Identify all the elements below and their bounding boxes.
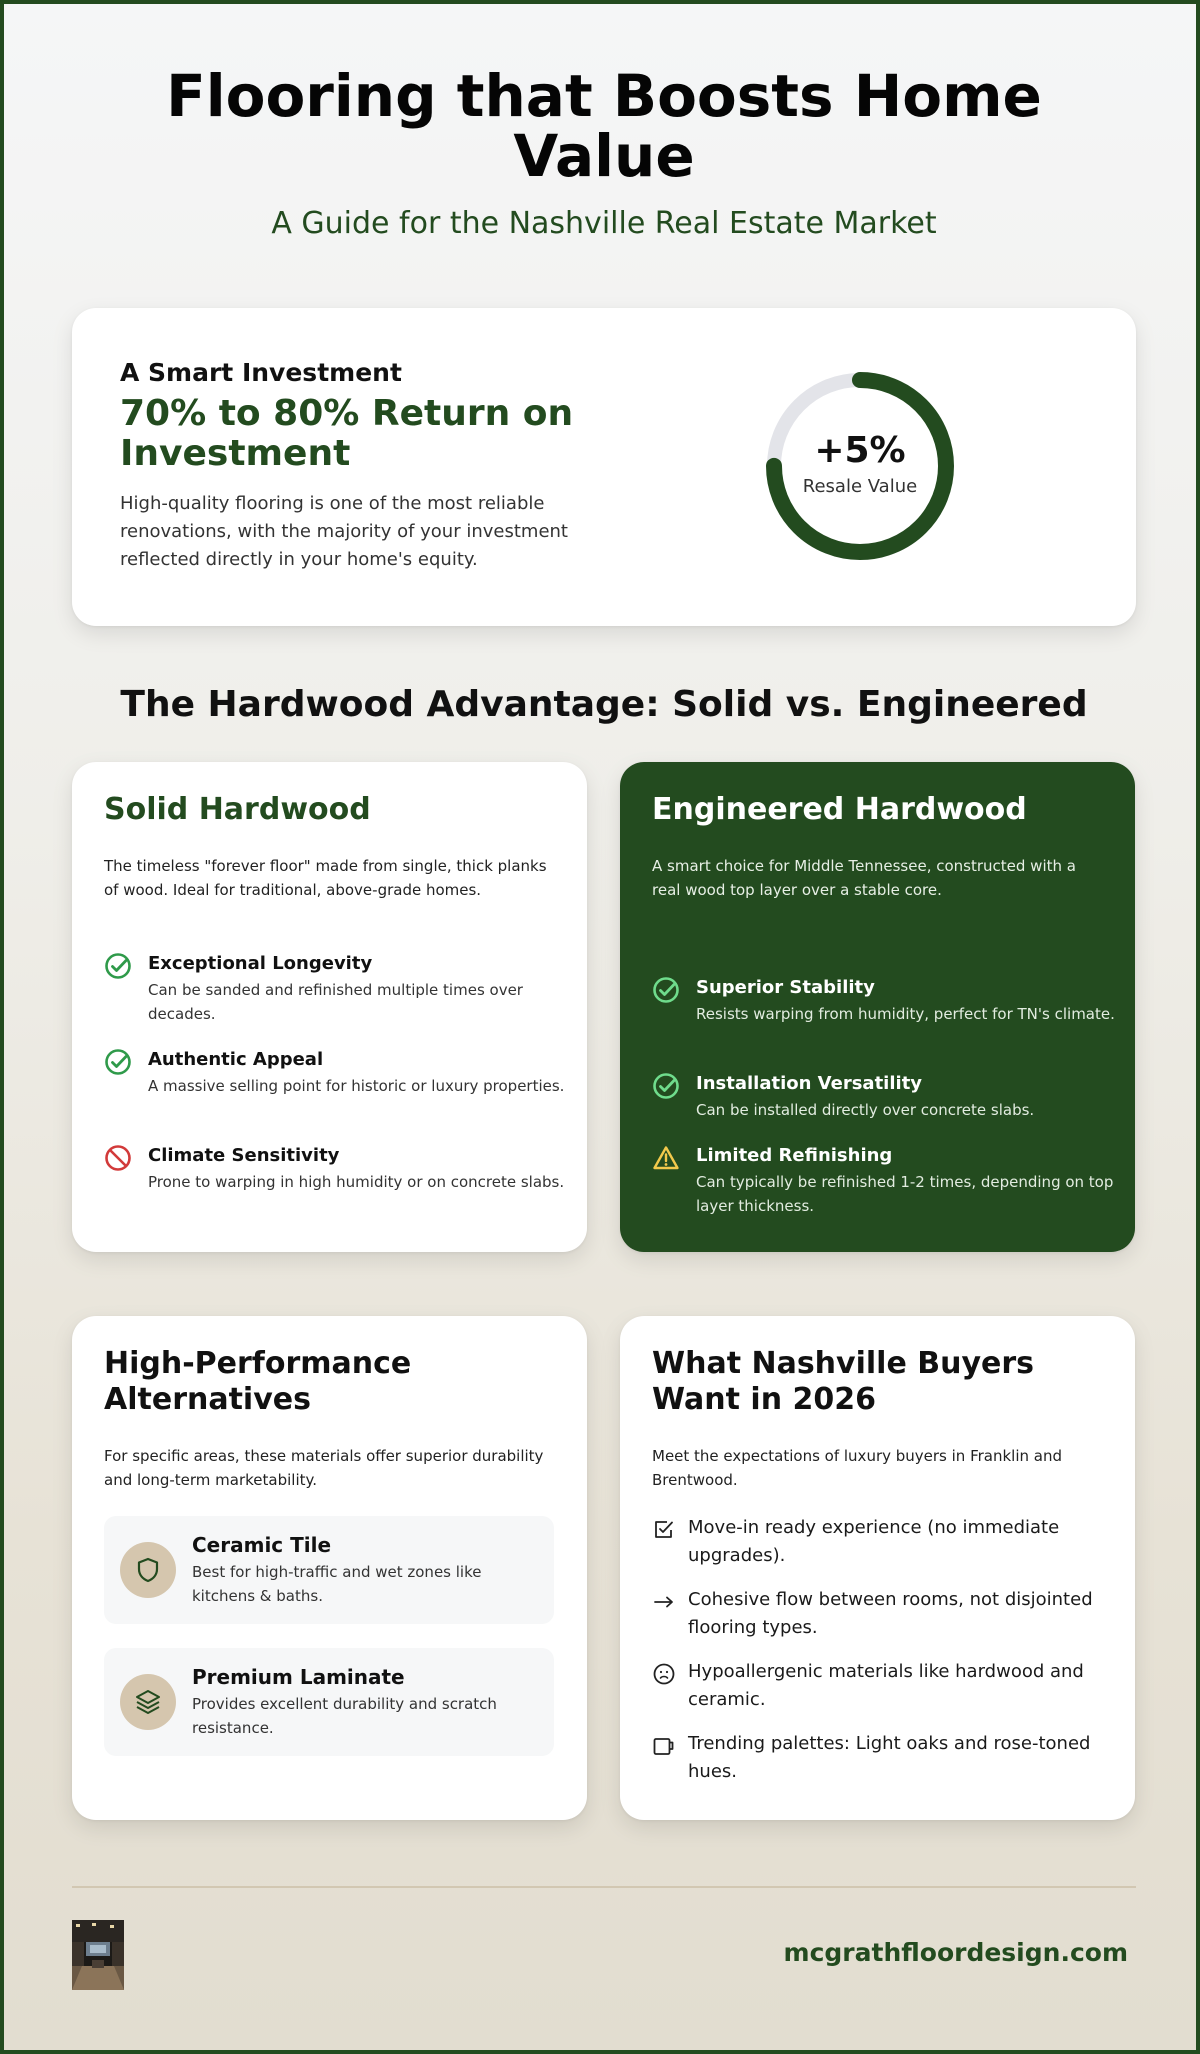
- face-icon: [652, 1662, 676, 1686]
- footer-divider: [72, 1886, 1136, 1888]
- warning-icon: [652, 1144, 680, 1172]
- alternatives-card: [72, 1316, 587, 1820]
- feature-desc: Prone to warping in high humidity or on concrete slabs.: [148, 1173, 565, 1191]
- material-desc: Best for high-traffic and wet zones like kitchens & baths.: [192, 1563, 482, 1605]
- material-title: Premium Laminate: [192, 1665, 405, 1689]
- page-subtitle: A Guide for the Nashville Real Estate Market: [271, 206, 937, 241]
- check-circle-icon: [652, 1072, 680, 1100]
- page-header: [4, 62, 1200, 241]
- material-title: Ceramic Tile: [192, 1533, 332, 1557]
- feature-title: Limited Refinishing: [696, 1145, 893, 1166]
- feature-desc: Can be installed directly over concrete slabs.: [696, 1101, 1035, 1119]
- solid-hardwood-intro: The timeless "forever floor" made from single, thick planks of wood. Ideal for traditional, above-grade homes.: [104, 857, 547, 899]
- feature-title: Superior Stability: [696, 977, 875, 998]
- alternatives-title: High-Performance Alternatives: [104, 1346, 412, 1417]
- buyer-want-text: Trending palettes: Light oaks and rose-toned hues.: [688, 1733, 1091, 1782]
- hardwood-section-title: The Hardwood Advantage: Solid vs. Engineered: [120, 684, 1088, 725]
- feature-title: Climate Sensitivity: [148, 1145, 340, 1166]
- checkbox-icon: [652, 1518, 676, 1542]
- material-item: [104, 1516, 554, 1624]
- resale-value-label: Resale Value: [802, 476, 918, 497]
- website-url[interactable]: mcgrathfloordesign.com: [783, 1938, 1128, 1967]
- buyers-intro: Meet the expectations of luxury buyers in Franklin and Brentwood.: [652, 1447, 1063, 1489]
- material-item: [104, 1648, 554, 1756]
- investment-card: [72, 308, 1136, 626]
- feature-desc: Can be sanded and refinished multiple times over decades.: [148, 981, 523, 1023]
- shield-icon: [134, 1556, 162, 1584]
- page-title: Flooring that Boosts Home Value: [166, 62, 1042, 190]
- material-icon-circle: [120, 1542, 176, 1598]
- buyers-card: [620, 1316, 1135, 1820]
- buyer-want-text: Hypoallergenic materials like hardwood and ceramic.: [688, 1661, 1084, 1710]
- engineered-hardwood-title: Engineered Hardwood: [652, 792, 1027, 827]
- buyer-want-text: Cohesive flow between rooms, not disjointed flooring types.: [688, 1589, 1093, 1638]
- prohibited-icon: [104, 1144, 132, 1172]
- mug-icon: [652, 1734, 676, 1758]
- alternatives-intro: For specific areas, these materials offer superior durability and long-term marketability.: [104, 1447, 544, 1489]
- check-circle-icon: [104, 1048, 132, 1076]
- buyers-title: What Nashville Buyers Want in 2026: [652, 1346, 1035, 1417]
- feature-title: Authentic Appeal: [148, 1049, 324, 1070]
- solid-hardwood-card: [72, 762, 587, 1252]
- feature-desc: Can typically be refinished 1-2 times, depending on top layer thickness.: [696, 1173, 1114, 1215]
- arrow-right-icon: [652, 1590, 676, 1614]
- investment-description: High-quality flooring is one of the most reliable renovations, with the majority of your investment reflected directly in your home's equity.: [120, 493, 568, 570]
- check-circle-icon: [104, 952, 132, 980]
- engineered-hardwood-card: [620, 762, 1135, 1252]
- feature-desc: Resists warping from humidity, perfect for TN's climate.: [696, 1005, 1115, 1023]
- buyer-want-text: Move-in ready experience (no immediate upgrades).: [688, 1517, 1060, 1566]
- feature-desc: A massive selling point for historic or luxury properties.: [148, 1077, 565, 1095]
- check-circle-icon: [652, 976, 680, 1004]
- layers-icon: [134, 1688, 162, 1716]
- feature-title: Exceptional Longevity: [148, 953, 373, 974]
- solid-hardwood-title: Solid Hardwood: [104, 792, 371, 827]
- feature-title: Installation Versatility: [696, 1073, 923, 1094]
- engineered-hardwood-intro: A smart choice for Middle Tennessee, constructed with a real wood top layer over a stable core.: [652, 857, 1076, 899]
- investment-headline: 70% to 80% Return on Investment: [120, 393, 574, 474]
- investment-kicker: A Smart Investment: [120, 358, 402, 387]
- showroom-thumbnail: [72, 1920, 124, 1990]
- resale-value-number: +5%: [814, 430, 906, 471]
- material-desc: Provides excellent durability and scratch resistance.: [192, 1695, 497, 1737]
- material-icon-circle: [120, 1674, 176, 1730]
